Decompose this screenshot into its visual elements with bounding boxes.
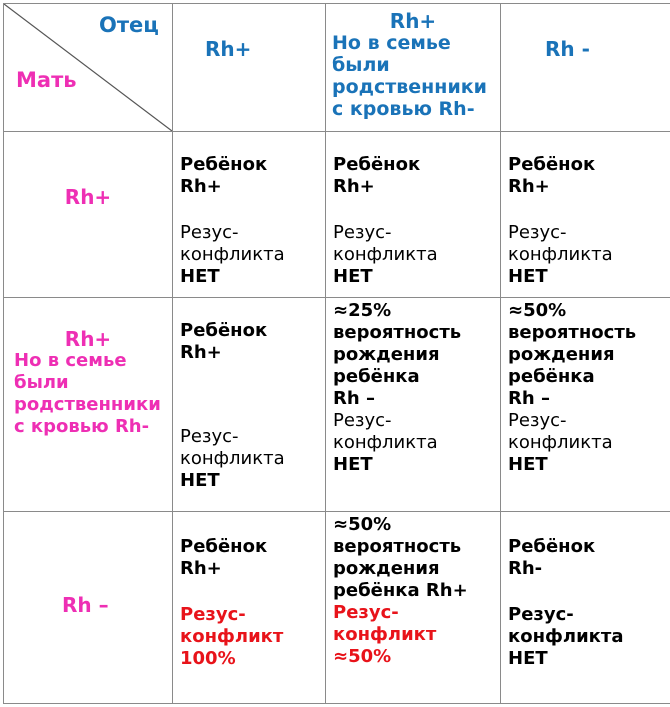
col-header-text: Rh+ [205,37,252,61]
rh-compatibility-table [3,3,670,704]
conflict-warning-line: 100% [180,648,236,669]
row-header-sub-line: родственники [14,394,161,415]
outcome-line: ≈50% [508,300,567,321]
conflict-line: Резус- [333,410,392,431]
corner-cell [4,4,173,132]
conflict-line: Резус- [508,604,574,625]
outcome-cell [173,132,326,298]
outcome-line: ≈50% [333,514,392,535]
outcome-line: Ребёнок [180,320,268,341]
row-mother-rh-negative [4,512,670,704]
col-header-title: Rh+ [389,9,437,33]
outcome-cell [173,512,326,704]
col-header-text: Rh - [545,37,590,61]
outcome-line: рождения [333,344,440,365]
outcome-line: Rh+ [180,342,222,363]
outcome-line: ребёнка [508,366,595,387]
conflict-status: НЕТ [508,454,548,475]
col-header-sub-line: с кровью Rh- [332,98,475,120]
father-col-rh-positive [173,4,326,132]
outcome-line: Ребёнок [180,154,268,175]
conflict-warning-line: Резус- [333,602,399,623]
father-col-rh-positive-family [326,4,501,132]
row-header-sub-line: были [14,372,69,393]
conflict-line: Резус- [508,222,567,243]
outcome-line: ребёнка [333,366,420,387]
outcome-line: Ребёнок [180,536,268,557]
outcome-line: Rh – [508,388,550,409]
outcome-cell [326,298,501,512]
mother-row-header [4,512,173,704]
outcome-cell [501,298,670,512]
outcome-line: Ребёнок [333,154,421,175]
conflict-warning-line: ≈50% [333,646,392,667]
outcome-line: Ребёнок [508,536,596,557]
outcome-cell [326,512,501,704]
conflict-line: конфликта [333,244,438,265]
row-header-title: Rh+ [64,185,112,209]
outcome-line: Ребёнок [508,154,596,175]
col-header-sub-line: родственники [332,76,487,98]
conflict-line: конфликта [333,432,438,453]
row-header-title: Rh+ [64,327,112,351]
conflict-line: Резус- [180,426,239,447]
outcome-line: Rh+ [333,176,375,197]
conflict-warning-line: конфликт [180,626,284,647]
outcome-line: Rh+ [180,558,222,579]
mother-row-header [4,298,173,512]
row-header-title: Rh – [62,593,109,617]
conflict-line: конфликта [508,244,613,265]
outcome-cell [173,298,326,512]
conflict-line: конфликта [508,626,624,647]
row-mother-rh-positive [4,132,670,298]
father-col-rh-negative [501,4,670,132]
outcome-line: Rh+ [180,176,222,197]
col-header-sub-line: Но в семье [332,32,451,54]
conflict-warning-line: Резус- [180,604,246,625]
outcome-line: рождения [508,344,615,365]
col-header-sub-line: были [332,54,390,76]
conflict-status: НЕТ [333,454,373,475]
outcome-line: рождения [333,558,440,579]
mother-row-header [4,132,173,298]
conflict-status: НЕТ [508,266,548,287]
outcome-line: вероятность [508,322,637,343]
conflict-warning-line: конфликт [333,624,437,645]
header-row [4,4,670,132]
row-header-sub-line: Но в семье [14,350,127,371]
conflict-status: НЕТ [180,470,220,491]
outcome-line: Rh- [508,558,543,579]
outcome-line: вероятность [333,536,462,557]
conflict-status: НЕТ [180,266,220,287]
outcome-line: Rh – [333,388,375,409]
mother-label: Мать [16,68,77,92]
conflict-line: конфликта [508,432,613,453]
father-label: Отец [99,13,159,37]
conflict-line: конфликта [180,244,285,265]
conflict-line: Резус- [180,222,239,243]
conflict-status: НЕТ [508,648,548,669]
outcome-cell [326,132,501,298]
outcome-line: ≈25% [333,300,392,321]
outcome-line: Rh+ [508,176,550,197]
outcome-cell [501,512,670,704]
outcome-cell [501,132,670,298]
conflict-line: Резус- [508,410,567,431]
outcome-line: ребёнка Rh+ [333,580,468,601]
outcome-line: вероятность [333,322,462,343]
conflict-line: Резус- [333,222,392,243]
conflict-line: конфликта [180,448,285,469]
row-header-sub-line: с кровью Rh- [14,416,150,437]
row-mother-rh-positive-family [4,298,670,512]
conflict-status: НЕТ [333,266,373,287]
